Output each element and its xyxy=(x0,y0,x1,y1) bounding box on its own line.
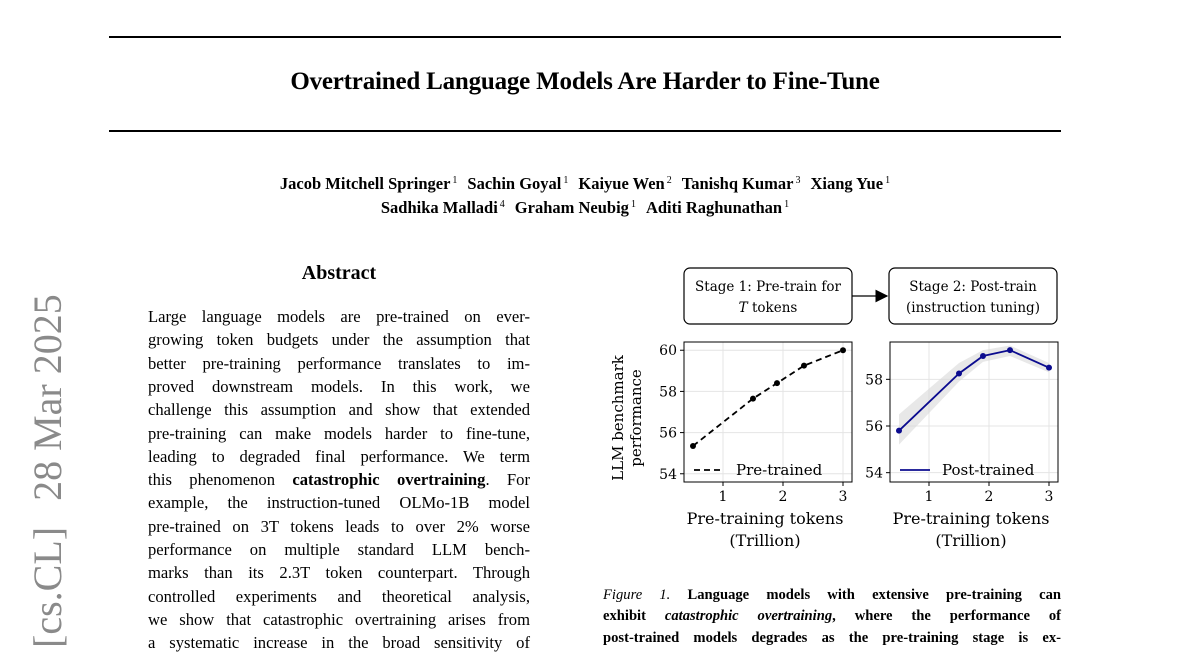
author-name-text: Jacob Mitchell Springer xyxy=(279,174,451,193)
y-tick-label: 56 xyxy=(659,425,677,442)
author-list-line-2 xyxy=(109,198,1061,218)
author-affiliation: 1 xyxy=(784,198,790,210)
y-axis-label-line1: LLM benchmark xyxy=(609,355,627,481)
series-line-pre-trained xyxy=(693,350,843,446)
author-affiliation: 1 xyxy=(885,174,891,186)
y-axis-label-line2: performance xyxy=(627,369,645,467)
stage2-label-line2: (instruction tuning) xyxy=(906,300,1040,316)
title-top-rule xyxy=(109,36,1061,38)
caption-line xyxy=(603,628,1061,649)
x-tick-label: 1 xyxy=(924,489,934,505)
author-name xyxy=(578,174,671,193)
author-name xyxy=(381,198,505,217)
x-axis-label-right-line2: (Trillion) xyxy=(935,531,1007,550)
author-affiliation: 4 xyxy=(499,198,505,210)
arxiv-category: [cs.CL] xyxy=(25,526,70,648)
abstract-line: performance on multiple standard LLM bench- xyxy=(148,540,530,559)
caption-text: exhibit xyxy=(603,608,665,625)
caption-line xyxy=(603,585,1061,606)
figure-1 xyxy=(600,262,1080,562)
x-tick-label: 2 xyxy=(778,489,788,505)
caption-line xyxy=(603,606,1061,627)
y-tick-label: 54 xyxy=(659,466,677,483)
stage2-label-line1: Stage 2: Post-train xyxy=(909,279,1037,295)
abstract-line: better pre-training performance translates to im- xyxy=(148,353,530,373)
author-name-text: Sachin Goyal xyxy=(467,174,562,193)
author-list-line-1 xyxy=(109,174,1061,194)
x-tick-label: 1 xyxy=(718,489,728,505)
stage1-label-line1: Stage 1: Pre-train for xyxy=(695,279,841,295)
author-affiliation: 2 xyxy=(666,174,672,186)
y-tick-label: 54 xyxy=(865,465,883,482)
author-name xyxy=(682,174,801,193)
abstract-line: this phenomenon catastrophic overtraining. For xyxy=(148,470,530,490)
x-tick-label: 3 xyxy=(838,489,848,505)
abstract-line: proved downstream models. In this work, we xyxy=(148,376,530,396)
stage1-var: T xyxy=(738,300,748,316)
author-name-text: Xiang Yue xyxy=(810,174,884,193)
confidence-band xyxy=(899,346,1049,445)
abstract-line: leading to degraded final performance. We term xyxy=(148,446,530,466)
author-affiliation: 1 xyxy=(452,174,458,186)
y-tick-label: 58 xyxy=(659,384,677,401)
data-point xyxy=(690,443,696,449)
abstract-line: growing token budgets under the assumption that xyxy=(148,330,530,350)
data-point xyxy=(956,371,962,377)
abstract-line: example, the instruction-tuned OLMo-1B model xyxy=(148,493,530,513)
abstract-line: pre-trained on 3T tokens leads to over 2% worse xyxy=(148,516,530,536)
author-name xyxy=(810,174,890,193)
caption-emphasis: catastrophic overtraining xyxy=(664,608,833,625)
author-name xyxy=(515,198,636,217)
abstract-line: pre-training can make models harder to fine-tune, xyxy=(148,423,530,443)
author-name-text: Tanishq Kumar xyxy=(681,174,794,193)
abstract-line: Large language models are pre-trained on ever- xyxy=(148,307,530,326)
y-tick-label: 60 xyxy=(659,343,677,360)
abstract-line: marks than its 2.3T token counterpart. Through xyxy=(148,563,530,583)
abstract-line: a systematic increase in the broad sensitivity of xyxy=(148,633,530,653)
caption-text: Language models with extensive pre-training can xyxy=(687,587,1062,603)
plot-posttrained xyxy=(865,342,1058,505)
abstract-heading: Abstract xyxy=(301,262,377,284)
data-point xyxy=(980,353,986,359)
x-axis-label-left-line2: (Trillion) xyxy=(729,531,801,550)
x-axis-label-left-line1: Pre-training tokens xyxy=(686,509,844,528)
stage1-label-line2 xyxy=(739,300,798,316)
author-name xyxy=(646,198,789,217)
author-name xyxy=(467,174,568,193)
data-point xyxy=(1007,347,1013,353)
author-name xyxy=(280,174,457,193)
title-bottom-rule xyxy=(109,130,1061,132)
data-point xyxy=(896,428,902,434)
author-name-text: Aditi Raghunathan xyxy=(645,198,783,217)
abstract-line: challenge this assumption and show that extended xyxy=(148,400,530,420)
abstract-line: controlled experiments and theoretical analysis, xyxy=(148,586,530,606)
caption-text: , where the performance of xyxy=(832,608,1062,625)
abstract-line: we show that catastrophic overtraining arises from xyxy=(148,609,530,629)
arxiv-side-stamp xyxy=(25,268,70,648)
data-point xyxy=(1046,365,1052,371)
x-axis-label-right-line1: Pre-training tokens xyxy=(892,509,1050,528)
stage1-rest: tokens xyxy=(747,300,798,316)
arxiv-date: 28 Mar 2025 xyxy=(25,294,70,501)
author-name-text: Kaiyue Wen xyxy=(578,174,665,193)
abstract-term: catastrophic overtraining xyxy=(292,470,486,490)
paper-title: Overtrained Language Models Are Harder to Fine-Tune xyxy=(290,68,880,95)
data-point xyxy=(750,396,756,402)
plot-pretrained xyxy=(659,342,852,505)
caption-figure-label: Figure 1. xyxy=(603,587,688,603)
data-point xyxy=(840,347,846,353)
legend-label: Post-trained xyxy=(942,461,1035,479)
caption-text: post-trained models degrades as the pre-training stage is ex- xyxy=(603,629,1061,646)
y-tick-label: 58 xyxy=(865,372,883,389)
x-tick-label: 2 xyxy=(984,489,994,505)
author-affiliation: 3 xyxy=(795,174,801,186)
author-affiliation: 1 xyxy=(563,174,569,186)
author-affiliation: 1 xyxy=(630,198,636,210)
y-tick-label: 56 xyxy=(865,419,883,435)
data-point xyxy=(774,380,780,386)
legend-label: Pre-trained xyxy=(736,461,823,479)
x-tick-label: 3 xyxy=(1044,489,1054,505)
author-name-text: Sadhika Malladi xyxy=(380,198,498,217)
data-point xyxy=(801,363,807,369)
author-name-text: Graham Neubig xyxy=(514,198,629,217)
